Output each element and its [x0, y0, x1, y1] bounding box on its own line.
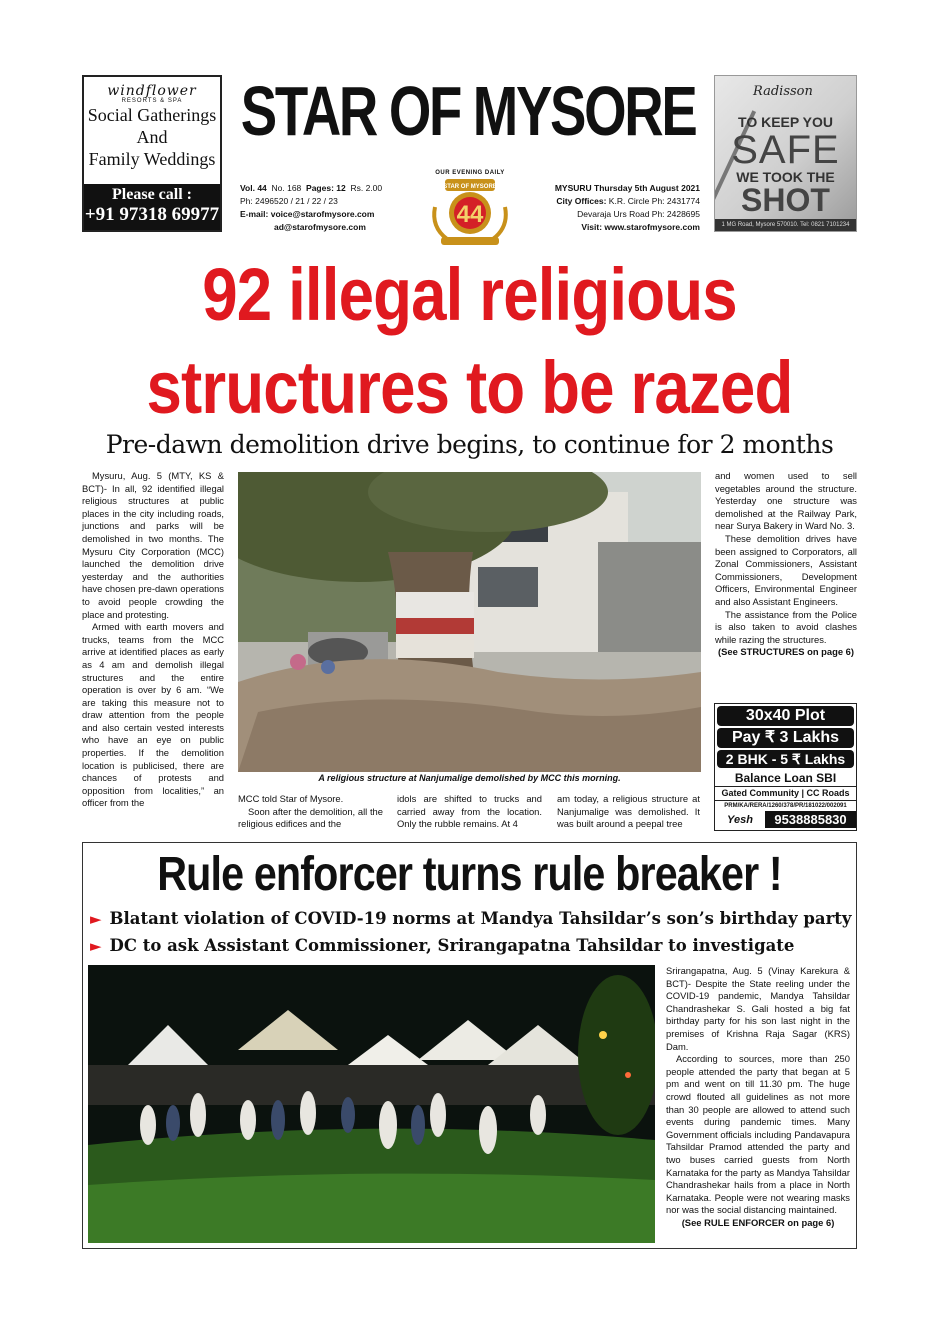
masthead-title: STAR OF MYSORE [240, 72, 696, 150]
lead-column-5 [715, 470, 857, 659]
dateline-info [520, 182, 700, 234]
paragraph: Mysuru, Aug. 5 (MTY, KS & BCT)- In all, 92 identified illegal religious structures at public places in the city including roads, junctions and parks will be demolished in two months. The Mysuru City Corporation (MCC) launched the demolition drive yesterday and the authorities have chosen pre-dawn operations to avoid people crowding the place and protesting. [82, 470, 224, 620]
second-headline: Rule enforcer turns rule breaker ! [157, 848, 782, 901]
ad-line: SAFE [731, 128, 840, 172]
arrow-right-icon: ► [90, 910, 102, 928]
party-photo[interactable] [88, 965, 655, 1243]
paragraph: MCC told Star of Mysore. [238, 793, 344, 804]
emblem-number: 44 [456, 201, 484, 228]
ad-brand: Yesh [727, 813, 753, 826]
paragraph: Soon after the demolition, all the religious edifices and the [238, 805, 383, 830]
bullet-text: DC to ask Assistant Commissioner, Srirangapatna Tahsildar to investigate [109, 936, 795, 955]
lead-headline-line2: structures to be razed [146, 346, 793, 429]
ad-line: WE TOOK THE [736, 169, 835, 185]
arrow-right-icon: ► [90, 937, 102, 955]
dateline: MYSURU Thursday 5th August 2021 [554, 183, 700, 193]
email-label: E-mail: [240, 209, 269, 219]
issue-number: No. 168 [271, 183, 302, 193]
ad-line: Social Gatherings [87, 105, 217, 125]
lead-column-1 [82, 470, 224, 810]
plot-ad[interactable] [714, 703, 857, 831]
paragraph: The assistance from the Police is also taken to avoid clashes while razing the structures. [715, 608, 857, 645]
issue-pages: Pages: 12 [306, 183, 346, 193]
ad-line: SHOT [741, 182, 830, 218]
issue-info [240, 182, 382, 234]
anniversary-emblem-icon [427, 177, 513, 249]
issue-price: Rs. 2.00 [350, 183, 383, 193]
lead-column-3 [397, 793, 542, 831]
ad-line: 30x40 Plot [717, 706, 854, 726]
office-address: K.R. Circle Ph: 2431774 [608, 196, 700, 206]
ad-phone: 9538885830 [765, 811, 856, 828]
office-address: Devaraja Urs Road Ph: 2428695 [577, 209, 700, 219]
ad-line: Gated Community | CC Roads [715, 786, 856, 801]
ad-call-box [84, 184, 220, 230]
ad-phone: +91 97318 69977 [84, 204, 220, 225]
bullet-point [90, 908, 851, 930]
ad-brand: windflower [107, 83, 197, 99]
ad-rera: PRM/KA/RERA/1260/378/PR/181022/002091 [724, 803, 847, 809]
ad-line: And [136, 127, 168, 147]
lead-column-2 [238, 793, 383, 831]
emblem-banner: STAR OF MYSORE [443, 184, 497, 190]
demolition-photo[interactable] [238, 472, 701, 772]
email-link[interactable]: ad@starofmysore.com [274, 222, 366, 232]
ad-logo: Radisson [753, 84, 813, 99]
paragraph: These demolition drives have been assigned to Corporators, all Zonal Commissioners, Assistant Commissioners, Development Officers, Environmental Engineer and also Assistant Engineers. [715, 532, 857, 607]
lead-subhead: Pre-dawn demolition drive begins, to continue for 2 months [105, 430, 834, 459]
email-link[interactable]: voice@starofmysore.com [270, 209, 375, 219]
ad-brand-sub: RESORTS & SPA [121, 98, 183, 104]
paragraph: Srirangapatna, Aug. 5 (Vinay Karekura & BCT)- Despite the State reeling under the COVID-19 pandemic, Mandya Tahsildar Chandrashekar S. Gali hosted a big fat birthday party for his son last night in the premises of Krishna Raja Sagar (KRS) Dam. [666, 965, 850, 1052]
paragraph: am today, a religious structure at Nanjumalige was demolished. It was built around a peepal tree [557, 793, 700, 830]
radisson-ad[interactable] [714, 75, 857, 232]
second-story-column [666, 965, 850, 1229]
continued-link[interactable]: (See RULE ENFORCER on page 6) [681, 1216, 835, 1228]
paragraph: and women used to sell vegetables around the structure. Yesterday one structure was demolished at the Railway Park, near Surya Bakery in Ward No. 3. [715, 470, 857, 532]
ad-contact [715, 811, 856, 828]
ad-line: TO KEEP YOU [738, 114, 833, 130]
ad-line: Pay ₹ 3 Lakhs [717, 728, 854, 748]
paragraph: idols are shifted to trucks and carried away from the location. Only the rubble remains. At 4 [397, 793, 542, 830]
lead-column-4 [557, 793, 700, 831]
continued-link[interactable]: (See STRUCTURES on page 6) [718, 646, 854, 658]
issue-volume: Vol. 44 [240, 183, 267, 193]
city-offices-label: City Offices: [556, 196, 607, 206]
masthead-tagline: OUR EVENING DAILY [435, 170, 505, 176]
ad-line: Family Weddings [88, 149, 216, 169]
website-link[interactable]: Visit: www.starofmysore.com [581, 222, 700, 232]
bullet-text: Blatant violation of COVID-19 norms at Mandya Tahsildar’s son’s birthday party [109, 909, 852, 928]
ad-call-label: Please call : [112, 186, 192, 203]
photo-caption: A religious structure at Nanjumalige demolished by MCC this morning. [318, 773, 621, 783]
masthead-phone: Ph: 2496520 / 21 / 22 / 23 [240, 196, 338, 206]
windflower-ad[interactable] [82, 75, 222, 232]
paragraph: According to sources, more than 250 people attended the party that began at 5 pm and went on till 11.30 pm. The huge crowd flouted all guidelines as not more than 30 people are allowed to attend such events during pandemic times. Many Government officials including Pandavapura Tahsildar Pramod attended the party and two buses carried guests from North Karnataka for the party as Mandya Tahsildar Chandrashekar hails from a place in North Karnataka. People were not wearing masks nor was the social distancing maintained. [666, 1053, 850, 1216]
ad-footer: 1 MG Road, Mysore 570010. Tel: 0821 7101234 [715, 219, 856, 231]
ad-line: 2 BHK - 5 ₹ Lakhs [717, 750, 854, 768]
paragraph: Armed with earth movers and trucks, teams from the MCC arrive at identified places as early as 4 am and demolish illegal structures and the entire operation is over by 6 am. “We are taking this measure not to draw attention from the people and also certain vested interests who have an eye on public properties. If the demolition location is publicised, there are chances of protests and opposition from localities,” an officer from the [82, 621, 224, 809]
ad-line: Balance Loan SBI [734, 771, 837, 785]
lead-headline-line1: 92 illegal religious [202, 253, 737, 336]
bullet-point [90, 935, 794, 957]
